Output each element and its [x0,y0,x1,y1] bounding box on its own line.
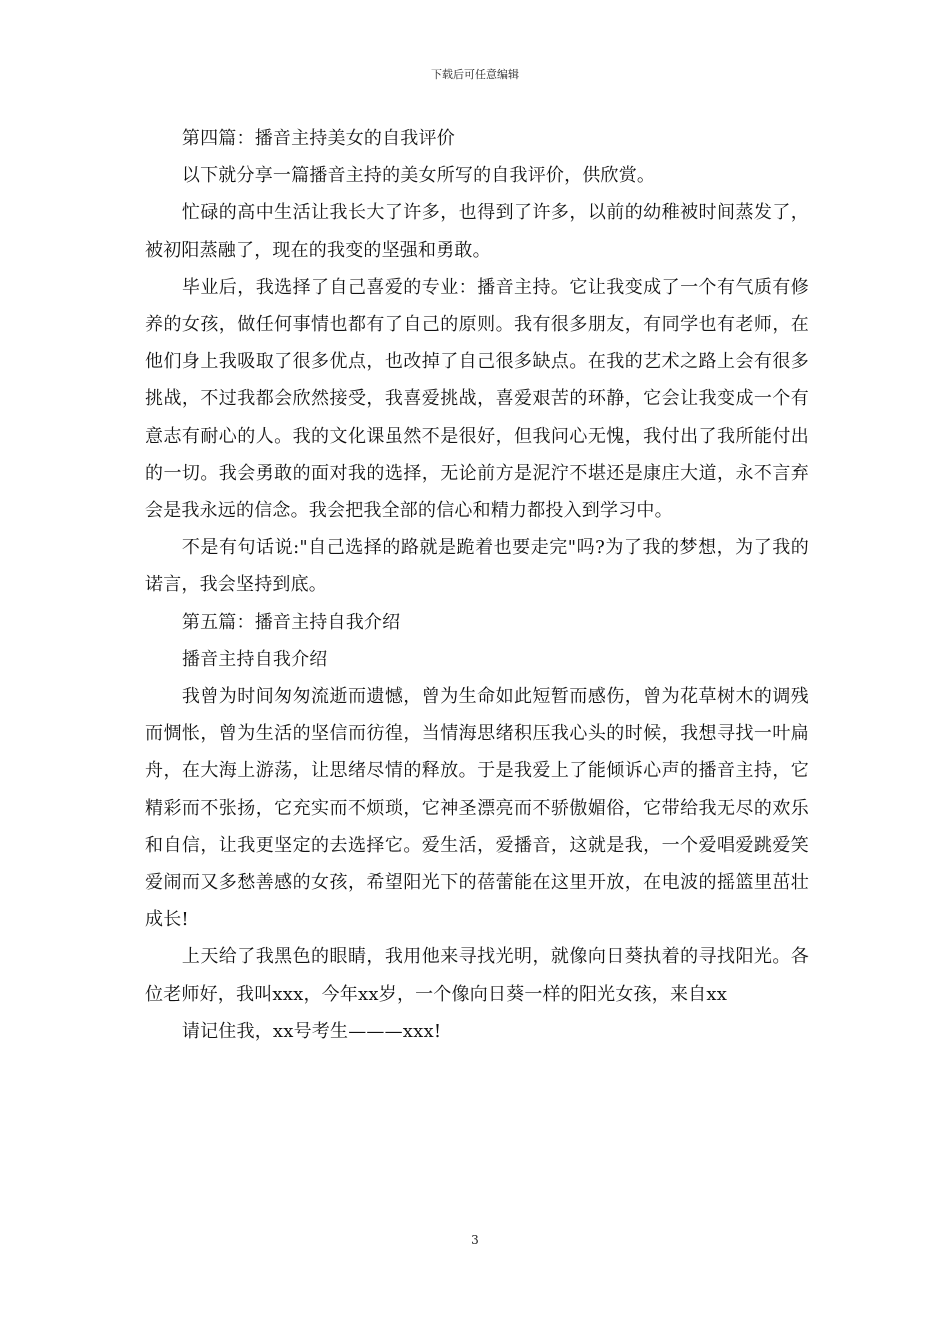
intro-paragraph: 以下就分享一篇播音主持的美女所写的自我评价，供欣赏。 [181,165,656,187]
body-paragraph: 上天给了我黑色的眼睛，我用他来寻找光明，就像向日葵执着的寻找阳光。各位老师好，我叫xxx，今年xx岁，一个像向日葵一样的阳光女孩，来自xx [145,946,809,1005]
body-paragraph: 不是有句话说:"自己选择的路就是跪着也要走完"吗?为了我的梦想，为了我的诺言，我会坚持到底。 [145,537,809,596]
document-body [145,120,809,1050]
body-paragraph: 毕业后，我选择了自己喜爱的专业：播音主持。它让我变成了一个有气质有修养的女孩，做任何事情也都有了自己的原则。我有很多朋友，有同学也有老师，在他们身上我吸取了很多优点，也改掉了自己很多缺点。在我的艺术之路上会有很多挑战，不过我都会欣然接受，我喜爱挑战，喜爱艰苦的环静，它会让我变成一个有意志有耐心的人。我的文化课虽然不是很好，但我问心无愧，我付出了我所能付出的一切。我会勇敢的面对我的选择，无论前方是泥泞不堪还是康庄大道，永不言弃会是我永远的信念。我会把我全部的信心和精力都投入到学习中。 [145,276,809,522]
page-number: 3 [471,1233,479,1247]
section-heading-4: 第四篇：播音主持美女的自我评价 [181,128,455,149]
section-heading-5: 第五篇：播音主持自我介绍 [181,611,401,633]
body-paragraph: 忙碌的高中生活让我长大了许多，也得到了许多，以前的幼稚被时间蒸发了，被初阳蒸融了，现在的我变的坚强和勇敢。 [145,202,809,261]
closing-paragraph: 请记住我，xx号考生———xxx! [181,1020,442,1042]
page-header: 下载后可任意编辑 [431,68,519,81]
subsection-title: 播音主持自我介绍 [181,648,328,670]
body-paragraph: 我曾为时间匆匆流逝而遗憾，曾为生命如此短暂而感伤，曾为花草树木的调残而惆怅，曾为生活的坚信而彷徨，当情海思绪积压我心头的时候，我想寻找一叶扁舟，在大海上游荡，让思绪尽情的释放。于是我爱上了能倾诉心声的播音主持，它精彩而不张扬，它充实而不烦琐，它神圣漂亮而不骄傲媚俗，它带给我无尽的欢乐和自信，让我更坚定的去选择它。爱生活，爱播音，这就是我，一个爱唱爱跳爱笑爱闹而又多愁善感的女孩，希望阳光下的蓓蕾能在这里开放，在电波的摇篮里茁壮成长! [145,686,809,931]
